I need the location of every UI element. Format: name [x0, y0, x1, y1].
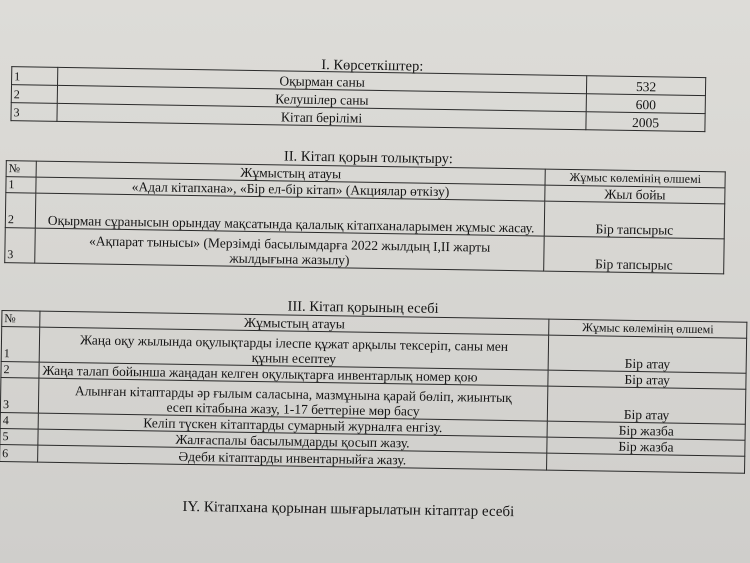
row-number: 1: [1, 327, 39, 363]
work-measure: Бір атау: [548, 386, 746, 424]
section4-title: IY. Кітапхана қорынан шығарылатын кітаптар есебі: [182, 498, 515, 521]
row-number: 2: [11, 85, 57, 104]
section1-table: [10, 66, 706, 132]
work-name: Оқырман сұранысын орындау мақсатында қалалық кітапханаларымен жұмыс жасау.: [35, 193, 545, 236]
section2-table: [4, 160, 726, 274]
work-measure: Бір тапсырыс: [544, 201, 724, 239]
work-name: Келіп түскен кітаптарды сумарный журналға енгізу.: [38, 413, 547, 437]
row-number: 4: [0, 413, 38, 430]
column-header-name: Жұмыстың атауы: [36, 161, 545, 185]
work-measure: Жыл бойы: [545, 185, 725, 204]
column-header-measure: Жұмыс көлемінің өлшемі: [549, 319, 747, 338]
work-measure: Бір жазба: [547, 437, 745, 456]
column-header-measure: Жұмыс көлемінің өлшемі: [545, 169, 725, 188]
indicator-name: Кітап берілімі: [57, 103, 586, 129]
work-name: «Ақпарат тынысы» (Мерзімді басылымдарға 2022 жылдың І,ІІ жарты жылдығына жазылу): [35, 228, 545, 271]
section1-title: I. Көрсеткіштер:: [321, 57, 424, 75]
indicator-name: Оқырман саны: [57, 67, 586, 93]
indicator-value: 532: [587, 76, 706, 96]
row-number: 1: [12, 67, 58, 86]
work-measure: Бір атау: [548, 370, 746, 389]
indicator-value: 600: [586, 94, 705, 114]
row-number: 2: [5, 193, 36, 228]
work-name: Жаңа оқу жылында оқулықтарды ілеспе құжат арқылы тексеріп, саны мен құнын есептеу: [39, 327, 549, 370]
column-header-name: Жұмыстың атауы: [40, 311, 549, 335]
work-name: «Адал кітапхана», «Бір ел-бір кітап» (Акциялар өткізу): [36, 177, 545, 201]
row-number: 2: [1, 362, 39, 379]
work-name: Әдеби кітаптарды инвентарныйға жазу.: [38, 445, 548, 470]
row-number: 6: [0, 445, 38, 463]
work-measure: Бір жазба: [547, 421, 745, 440]
indicator-value: 2005: [586, 112, 705, 132]
section2-title: II. Кітап қорын толықтыру:: [283, 148, 453, 168]
row-number: 1: [6, 177, 36, 193]
work-measure: Бір тапсырыс: [544, 236, 724, 274]
work-name: Жаңа талап бойынша жаңадан келген оқулықтарға инвентарлық номер қою: [39, 362, 548, 386]
work-measure: Бір атау: [548, 335, 746, 373]
row-number: 5: [0, 429, 38, 446]
section3-table: [0, 310, 747, 474]
row-number: 3: [11, 103, 57, 122]
column-header-number: №: [2, 311, 40, 328]
section3-title: III. Кітап қорының есебі: [287, 298, 439, 317]
column-header-number: №: [6, 161, 36, 177]
work-name: Жалғаспалы басылымдарды қосып жазу.: [38, 429, 547, 453]
work-measure: [547, 453, 745, 473]
row-number: 3: [0, 378, 38, 414]
row-number: 3: [5, 228, 36, 263]
work-name: Алынған кітаптарды әр ғылым саласына, мазмұнына қарай бөліп, жиынтық есеп кітабына жазу, 1-17 беттеріне мөр басу: [38, 378, 548, 421]
indicator-name: Келушілер саны: [57, 85, 586, 111]
